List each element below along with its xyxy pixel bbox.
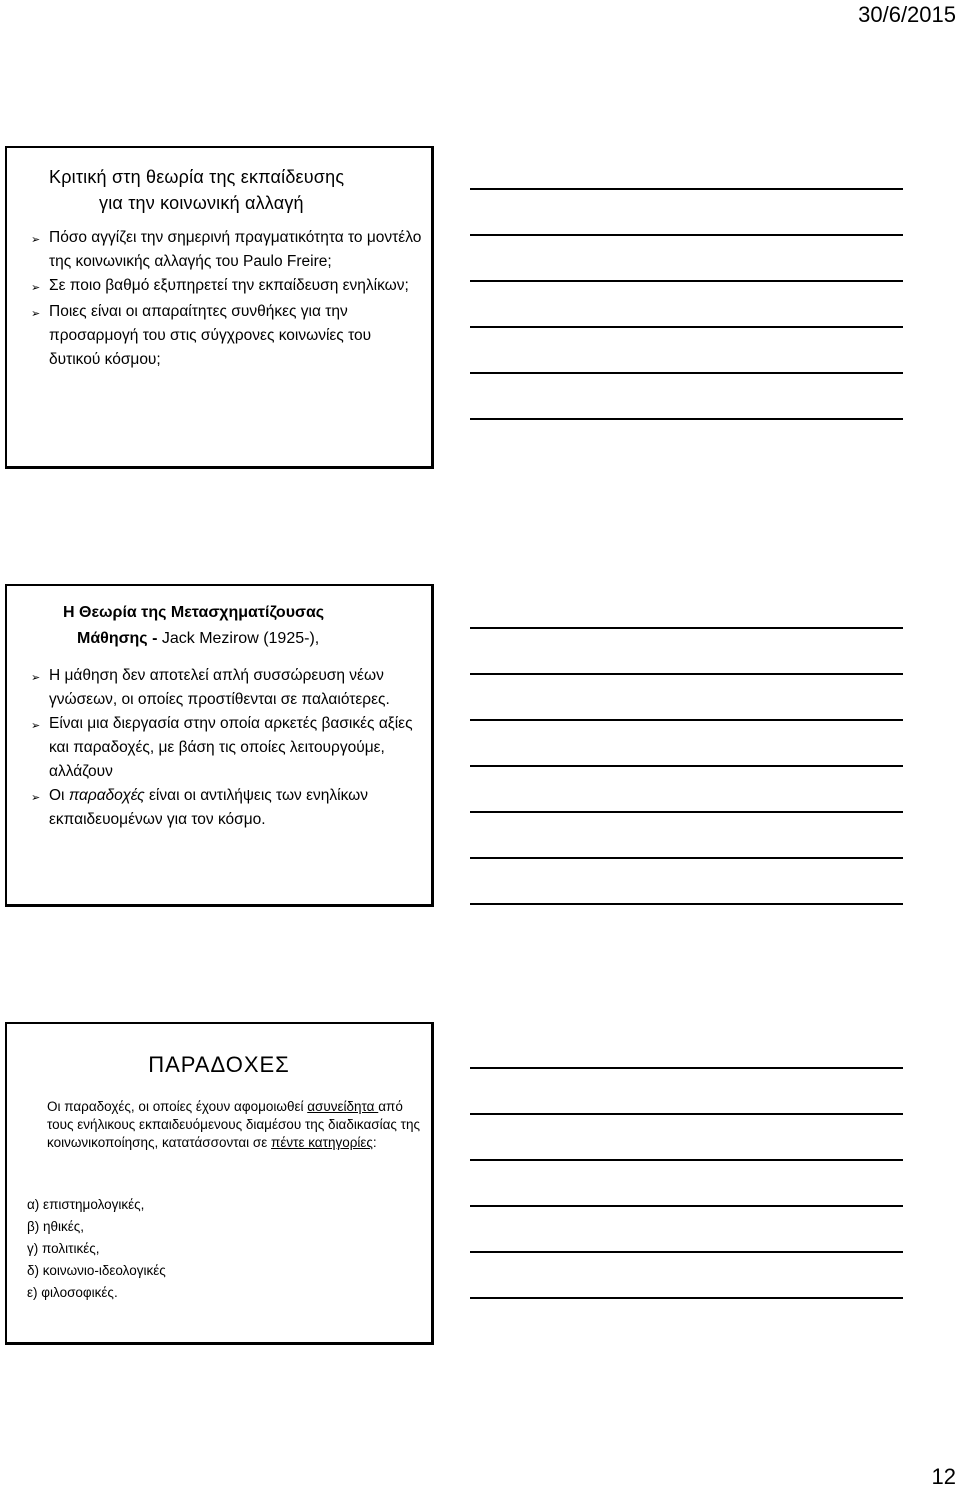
page-number: 12 [931,1464,956,1489]
slide-3-title: ΠΑΡΑΔΟΧΕΣ [148,1052,290,1077]
paragraph-text-2: από τους ενήλικους εκπαιδευόμενους διαμέσου της διαδικασίας της κοινωνικοποίησης, κατατάσσονται σε [47,1099,421,1150]
note-line [470,1297,903,1299]
arrow-bullet-icon: ➢ [31,672,41,684]
bullet-text-end: είναι οι αντιλήψεις των ενηλίκων εκπαιδευομένων για τον κόσμο. [49,787,368,828]
list-item: ε) φιλοσοφικές. [27,1285,118,1300]
note-line [470,719,903,721]
arrow-bullet-icon: ➢ [31,792,41,804]
list-item [31,712,425,784]
arrow-bullet-icon: ➢ [31,282,41,294]
page-date: 30/6/2015 [858,2,956,27]
note-line [470,673,903,675]
underlined-text-2: πέντε κατηγορίες [271,1135,373,1150]
list-item [31,226,425,274]
slide-2-title-line-2 [63,626,324,652]
slide-3 [5,1022,434,1345]
bullet-text: Σε ποιο βαθμό εξυπηρετεί την εκπαίδευση ενηλίκων; [49,277,409,294]
slide-1-title-line-1: Κριτική στη θεωρία της εκπαίδευσης [49,167,345,187]
arrow-bullet-icon: ➢ [31,720,41,732]
note-line [470,811,903,813]
slide-2 [5,584,434,907]
underlined-text-1: ασυνείδητα [307,1099,379,1114]
list-item: β) ηθικές, [27,1219,85,1234]
list-item [31,784,425,832]
list-item: δ) κοινωνιο-ιδεολογικές [27,1263,166,1278]
list-item: α) επιστημολογικές, [27,1197,145,1212]
list-item: γ) πολιτικές, [27,1241,100,1256]
note-line [470,1113,903,1115]
note-line [470,188,903,190]
paragraph-text-3: : [372,1135,377,1150]
notes-lines-2 [470,627,903,949]
notes-lines-1 [470,188,903,464]
title-normal-part: Jack Mezirow (1925-), [157,630,320,647]
note-line [470,857,903,859]
note-line [470,765,903,767]
slide-3-category-list [27,1194,166,1304]
slide-3-paragraph [47,1098,421,1152]
bullet-text: Ποιες είναι οι απαραίτητες συνθήκες για την προσαρμογή του στις σύγχρονες κοινωνίες του δυτικού κόσμου; [49,303,372,368]
list-item [31,274,425,300]
slide-1-title-line-2: για την κοινωνική αλλαγή [99,193,304,213]
note-line [470,234,903,236]
bullet-text: Πόσο αγγίζει την σημερινή πραγματικότητα το μοντέλο της κοινωνικής αλλαγής του Paulo Freire; [49,229,422,270]
note-line [470,1251,903,1253]
arrow-bullet-icon: ➢ [31,308,41,320]
note-line [470,1067,903,1069]
note-line [470,418,903,420]
slide-1-title [49,164,344,216]
slide-2-title [63,600,324,652]
slide-1-bullet-list [31,226,425,372]
note-line [470,1159,903,1161]
note-line [470,903,903,905]
list-item [31,300,425,372]
arrow-bullet-icon: ➢ [31,234,41,246]
bullet-text-emphasis: παραδοχές [68,787,145,804]
bullet-text: Είναι μια διεργασία στην οποία αρκετές βασικές αξίες και παραδοχές, με βάση τις οποίες λειτουργούμε, αλλάζουν [49,715,413,780]
title-bold-part: Μάθησης - [77,630,158,647]
paragraph-text-1: Οι παραδοχές, οι οποίες έχουν αφομοιωθεί [47,1099,304,1114]
bullet-text-start: Οι [49,787,69,804]
slide-2-bullet-list [31,664,425,832]
notes-lines-3 [470,1067,903,1343]
bullet-text [49,784,425,832]
list-item [31,664,425,712]
note-line [470,627,903,629]
note-line [470,326,903,328]
note-line [470,1205,903,1207]
slide-1 [5,146,434,469]
note-line [470,372,903,374]
bullet-text: Η μάθηση δεν αποτελεί απλή συσσώρευση νέων γνώσεων, οι οποίες προστίθενται σε παλαιότερες. [49,667,390,708]
slide-2-title-line-1: Η Θεωρία της Μετασχηματίζουσας [63,604,325,621]
note-line [470,280,903,282]
